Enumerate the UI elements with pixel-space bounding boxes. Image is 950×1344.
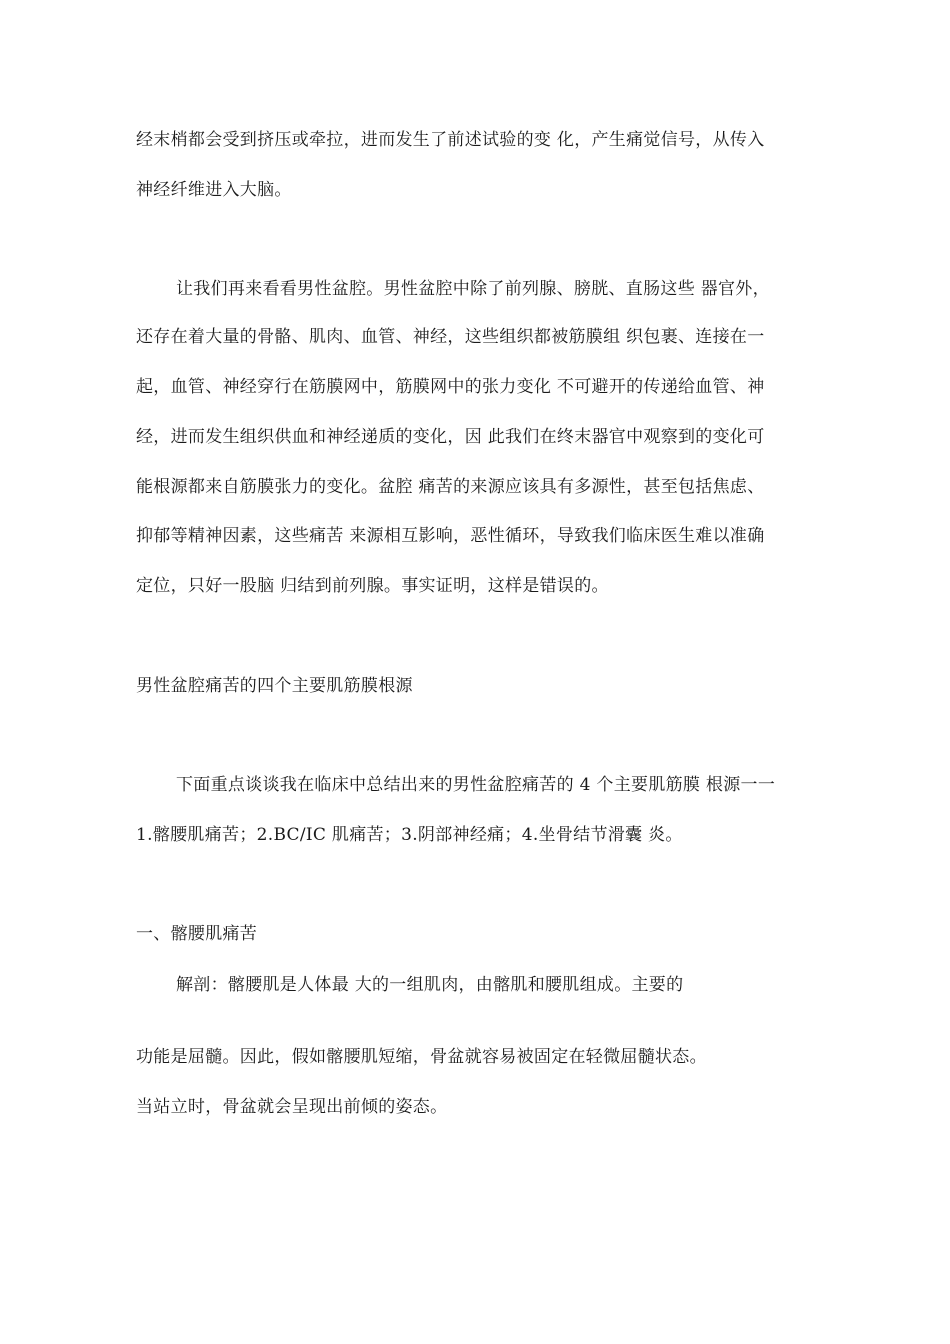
- paragraph-2-line-1: 让我们再来看看男性盆腔。男性盆腔中除了前列腺、膀胱、直肠这些 器官外，: [176, 279, 770, 299]
- paragraph-4-line-3: 当站立时，骨盆就会呈现出前倾的姿态。: [136, 1097, 448, 1117]
- paragraph-2-line-3: 起，血管、神经穿行在筋膜网中，筋膜网中的张力变化 不可避开的传递给血管、神: [136, 377, 765, 397]
- paragraph-2-line-6: 抑郁等精神因素，这些痛苦 来源相互影响，恶性循环，导致我们临床医生难以准确: [136, 526, 765, 546]
- paragraph-4-line-2: 功能是屈髓。因此，假如髂腰肌短缩，骨盆就容易被固定在轻微屈髓状态。: [136, 1047, 707, 1067]
- section-heading-pelvic-sources: 男性盆腔痛苦的四个主要肌筋膜根源: [136, 676, 413, 696]
- paragraph-1-line-2: 神经纤维进入大脑。: [136, 180, 292, 200]
- paragraph-2-line-5: 能根源都来自筋膜张力的变化。盆腔 痛苦的来源应该具有多源性，甚至包括焦虑、: [136, 477, 765, 497]
- section-heading-iliopsoas: 一、髂腰肌痛苦: [136, 924, 258, 944]
- paragraph-3-line-1: 下面重点谈谈我在临床中总结出来的男性盆腔痛苦的 4 个主要肌筋膜 根源一一: [176, 775, 776, 795]
- paragraph-2-line-2: 还存在着大量的骨骼、肌肉、血管、神经，这些组织都被筋膜组 织包裹、连接在一: [136, 327, 765, 347]
- paragraph-2-line-4: 经，进而发生组织供血和神经递质的变化，因 此我们在终末器官中观察到的变化可: [136, 427, 765, 447]
- paragraph-4-line-1: 解剖：髂腰肌是人体最 大的一组肌肉，由髂肌和腰肌组成。主要的: [176, 975, 684, 995]
- paragraph-3-line-2: 1.髂腰肌痛苦；2.BC/IC 肌痛苦；3.阴部神经痛；4.坐骨结节滑囊 炎。: [136, 825, 683, 845]
- paragraph-1-line-1: 经末梢都会受到挤压或牵拉，进而发生了前述试验的变 化，产生痛觉信号，从传入: [136, 130, 765, 150]
- paragraph-2-line-7: 定位，只好一股脑 归结到前列腺。事实证明，这样是错误的。: [136, 576, 609, 596]
